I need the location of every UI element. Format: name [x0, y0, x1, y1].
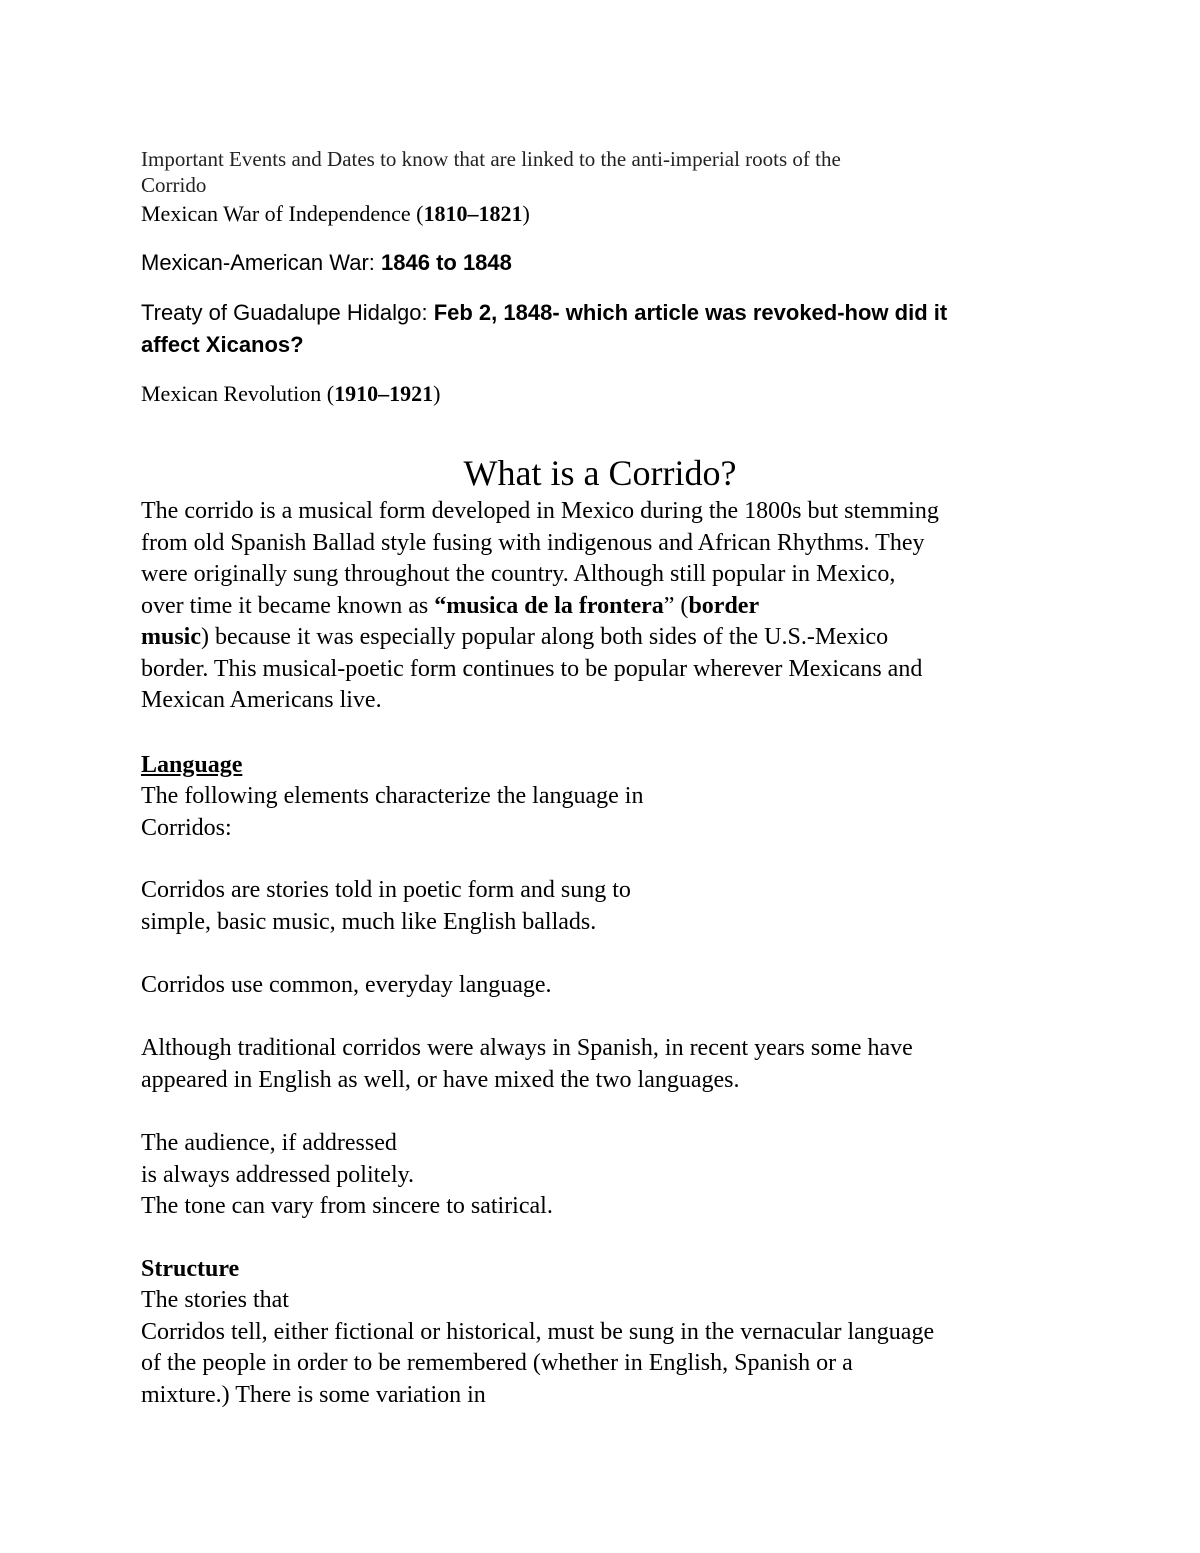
event-item: [141, 201, 530, 227]
event-suffix: ): [522, 201, 530, 226]
language-intro: The following elements characterize the language in Corridos:: [141, 783, 644, 841]
event-name: Mexican-American War:: [141, 250, 382, 275]
event-name: Mexican War of Independence (: [141, 201, 424, 226]
event-item: [141, 250, 512, 276]
event-date: Feb 2, 1848- which article was revoked-how did it: [433, 300, 948, 325]
paragraph-line: from old Spanish Ballad style fusing with indigenous and African Rhythms. They: [141, 529, 925, 556]
language-paragraph: The audience, if addressed is always addressed politely. The tone can vary from sincere to satirical.: [141, 1130, 553, 1219]
event-date-continued: affect Xicanos?: [141, 332, 304, 357]
border-music-term: border: [688, 592, 760, 619]
paragraph-line: border. This musical-poetic form continues to be popular wherever Mexicans and: [141, 655, 923, 682]
events-intro-title-line-2: Corrido: [141, 173, 207, 197]
event-date: 1810–1821: [423, 201, 523, 226]
structure-section-heading: Structure: [141, 1256, 240, 1282]
paragraph-line: The corrido is a musical form developed in Mexico during the 1800s but stemming: [141, 498, 939, 524]
page-title: What is a Corrido?: [463, 453, 737, 493]
event-name: Treaty of Guadalupe Hidalgo:: [141, 300, 434, 325]
events-intro-title: [141, 146, 841, 198]
structure-paragraph: The stories that Corridos tell, either fictional or historical, must be sung in the vernacular language of the people in order to be remembered (whether in English, Spanish or a mixture.) There is some variation in: [141, 1287, 935, 1408]
musica-de-la-frontera-term: “musica de la frontera: [434, 592, 664, 619]
event-suffix: ): [433, 381, 441, 406]
language-paragraph: Although traditional corridos were always in Spanish, in recent years some have appeared in English as well, or have mixed the two languages.: [141, 1035, 913, 1093]
paragraph-line: music) because it was especially popular along both sides of the U.S.-Mexico: [141, 624, 889, 650]
paragraph-line: Mexican Americans live.: [141, 687, 382, 713]
paragraph-line: over time it became known as “musica de la frontera” (border: [141, 592, 760, 619]
event-date: 1910–1921: [334, 381, 434, 406]
event-item: [141, 297, 947, 361]
language-section-heading: Language: [141, 752, 243, 778]
language-paragraph: Corridos use common, everyday language.: [141, 972, 552, 998]
events-intro-title-line-1: Important Events and Dates to know that are linked to the anti-imperial roots of the: [141, 147, 841, 171]
paragraph-line: were originally sung throughout the country. Although still popular in Mexico,: [141, 561, 896, 587]
language-paragraph: Corridos are stories told in poetic form and sung to simple, basic music, much like English ballads.: [141, 877, 631, 935]
event-item: [141, 381, 440, 407]
intro-paragraph: [141, 496, 939, 717]
event-date: 1846 to 1848: [381, 250, 512, 275]
event-name: Mexican Revolution (: [141, 381, 335, 406]
